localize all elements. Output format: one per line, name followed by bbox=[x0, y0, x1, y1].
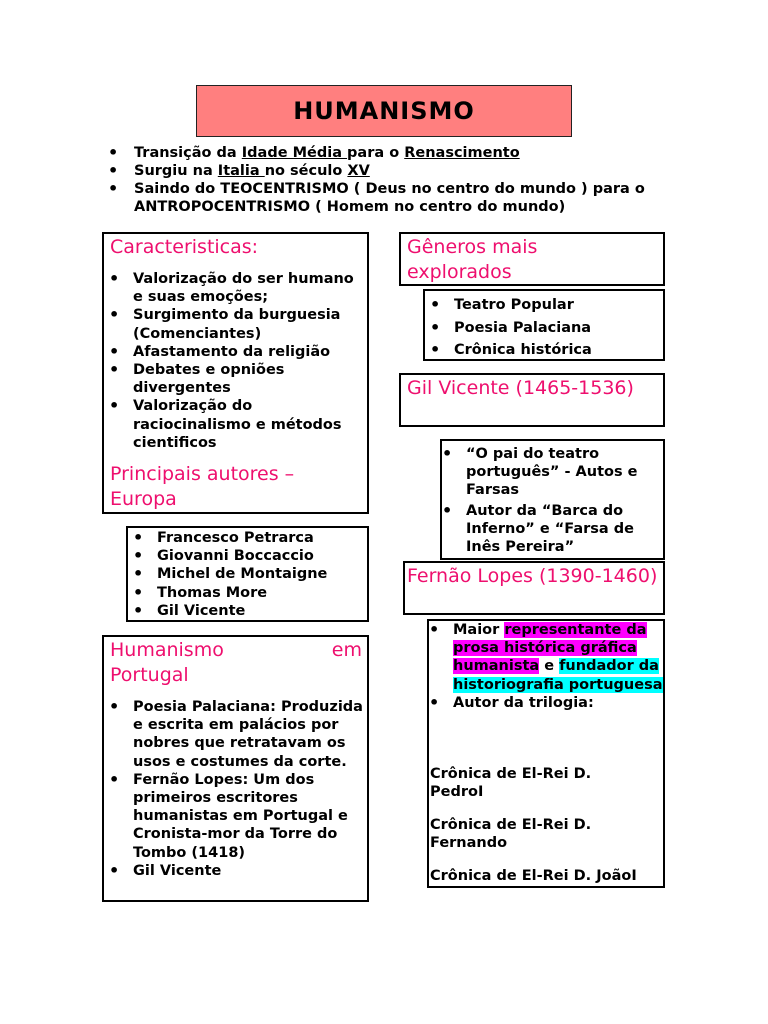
gil-heading: Gil Vicente (1465-1536) bbox=[407, 377, 634, 399]
fernao-text: e bbox=[539, 658, 560, 675]
list-item: • Thomas More bbox=[157, 584, 367, 602]
highlight-cyan: fundador da historiografia portuguesa bbox=[453, 658, 663, 693]
list-item: • Gil Vicente bbox=[133, 862, 365, 880]
highlight-magenta: representante da prosa histórica gráfica humanista bbox=[453, 622, 647, 675]
list-item: • Autor da “Barca do Inferno” e “Farsa de Inês Pereira” bbox=[466, 502, 661, 557]
cronica-item: Crônica de El-Rei D. JoãoI bbox=[430, 868, 637, 884]
italia-link[interactable]: Italia bbox=[217, 163, 265, 179]
caracteristicas-heading: Caracteristicas: bbox=[110, 236, 259, 258]
renascimento-link[interactable]: Renascimento bbox=[404, 145, 520, 161]
autores-heading: Principais autores – Europa bbox=[110, 463, 295, 510]
gil-list-box bbox=[440, 439, 665, 560]
list-item: • Poesia Palaciana: Produzida e escrita em palácios por nobres que retratavam os usos e costumes da corte. bbox=[133, 698, 365, 771]
list-item: • Giovanni Boccaccio bbox=[157, 547, 367, 565]
gil-list bbox=[466, 445, 661, 556]
list-item: • Francesco Petrarca bbox=[157, 529, 367, 547]
generos-list-box bbox=[423, 289, 665, 361]
caracteristicas-list bbox=[133, 270, 365, 452]
gil-heading-box bbox=[399, 373, 665, 427]
list-item: • Teatro Popular bbox=[454, 294, 659, 317]
list-item: • Crônica histórica bbox=[454, 339, 659, 362]
idade-media-link[interactable]: Idade Média bbox=[241, 145, 348, 161]
caracteristicas-box bbox=[102, 232, 369, 514]
intro-item: • Saindo do TEOCENTRISMO ( Deus no centro do mundo ) para o ANTROPOCENTRISMO ( Homem no centro do mundo) bbox=[134, 180, 694, 216]
fernao-list bbox=[453, 621, 663, 712]
portugal-heading-word: Portugal bbox=[110, 664, 189, 686]
generos-heading-box bbox=[399, 232, 665, 286]
generos-heading: Gêneros mais explorados bbox=[407, 236, 538, 283]
fernao-content-box bbox=[427, 619, 665, 888]
generos-list bbox=[454, 294, 659, 362]
list-item: • Michel de Montaigne bbox=[157, 565, 367, 583]
intro-item bbox=[134, 144, 694, 162]
portugal-list bbox=[133, 698, 365, 880]
fernao-heading-box bbox=[403, 561, 665, 615]
list-item: • Gil Vicente bbox=[157, 602, 367, 620]
list-item: • Surgimento da burguesia (Comenciantes) bbox=[133, 306, 365, 342]
portugal-heading-word: Humanismo bbox=[110, 639, 224, 661]
list-item: • Valorização do ser humano e suas emoções; bbox=[133, 270, 365, 306]
intro-text: no século bbox=[264, 163, 348, 179]
portugal-heading-word: em bbox=[331, 639, 362, 661]
intro-text: para o bbox=[347, 145, 405, 161]
intro-list bbox=[134, 144, 694, 216]
page-title: HUMANISMO bbox=[196, 85, 572, 137]
autores-box bbox=[126, 526, 369, 622]
seculo-xv-link[interactable]: XV bbox=[347, 163, 370, 179]
list-item: • Valorização do raciocinalismo e métodos cientificos bbox=[133, 397, 365, 452]
list-item: • “O pai do teatro português” - Autos e Farsas bbox=[466, 445, 661, 500]
fernao-heading: Fernão Lopes (1390-1460) bbox=[407, 565, 658, 587]
list-item: • Poesia Palaciana bbox=[454, 317, 659, 340]
cronica-item: Crônica de El-Rei D. Fernando bbox=[430, 817, 592, 852]
list-item: • Fernão Lopes: Um dos primeiros escritores humanistas em Portugal e Cronista-mor da Torre do Tombo (1418) bbox=[133, 771, 365, 862]
intro-text: Surgiu na bbox=[134, 163, 218, 179]
list-item: • Debates e opniões divergentes bbox=[133, 361, 365, 397]
list-item bbox=[453, 621, 663, 694]
intro-item bbox=[134, 162, 694, 180]
cronica-item: Crônica de El-Rei D. PedroI bbox=[430, 766, 592, 801]
list-item: • Afastamento da religião bbox=[133, 343, 365, 361]
portugal-box bbox=[102, 635, 369, 902]
fernao-text: Maior bbox=[453, 622, 505, 638]
intro-text: Transição da bbox=[134, 145, 242, 161]
list-item: • Autor da trilogia: bbox=[453, 694, 663, 712]
portugal-heading bbox=[110, 638, 362, 688]
autores-list bbox=[157, 529, 367, 620]
